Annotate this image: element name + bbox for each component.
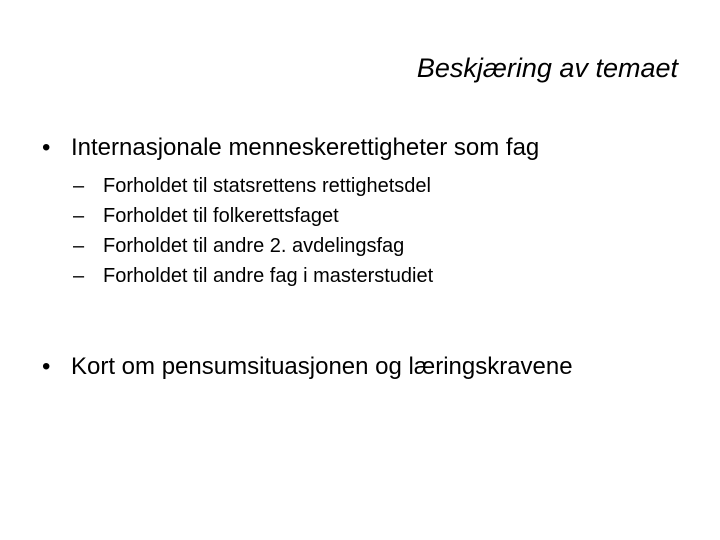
bullet-marker: •: [42, 353, 51, 380]
sub-bullet-text: Forholdet til andre fag i masterstudiet: [103, 265, 434, 287]
bullet-line: [42, 350, 700, 384]
sub-bullet-item: [73, 171, 700, 201]
sub-bullet-item: [73, 261, 700, 291]
bullet-marker: •: [42, 134, 51, 161]
sub-bullet-text: Forholdet til folkerettsfaget: [103, 205, 339, 227]
sub-bullet-item: [73, 201, 700, 231]
bullet-text: Kort om pensumsituasjonen og læringskravene: [71, 353, 573, 380]
slide-title: Beskjæring av temaet: [416, 53, 678, 83]
bullet-item-curriculum: [42, 350, 700, 384]
dash-marker: –: [73, 175, 85, 197]
dash-marker: –: [73, 265, 85, 287]
sub-bullet-list: [42, 171, 700, 291]
dash-marker: –: [73, 205, 85, 227]
sub-bullet-item: [73, 231, 700, 261]
bullet-line: [42, 131, 700, 165]
sub-bullet-text: Forholdet til andre 2. avdelingsfag: [103, 235, 405, 257]
sub-bullet-text: Forholdet til statsrettens rettighetsdel: [103, 175, 431, 197]
dash-marker: –: [73, 235, 85, 257]
bullet-item-human-rights: [42, 131, 700, 291]
bullet-text: Internasjonale menneskerettigheter som fag: [71, 134, 540, 161]
